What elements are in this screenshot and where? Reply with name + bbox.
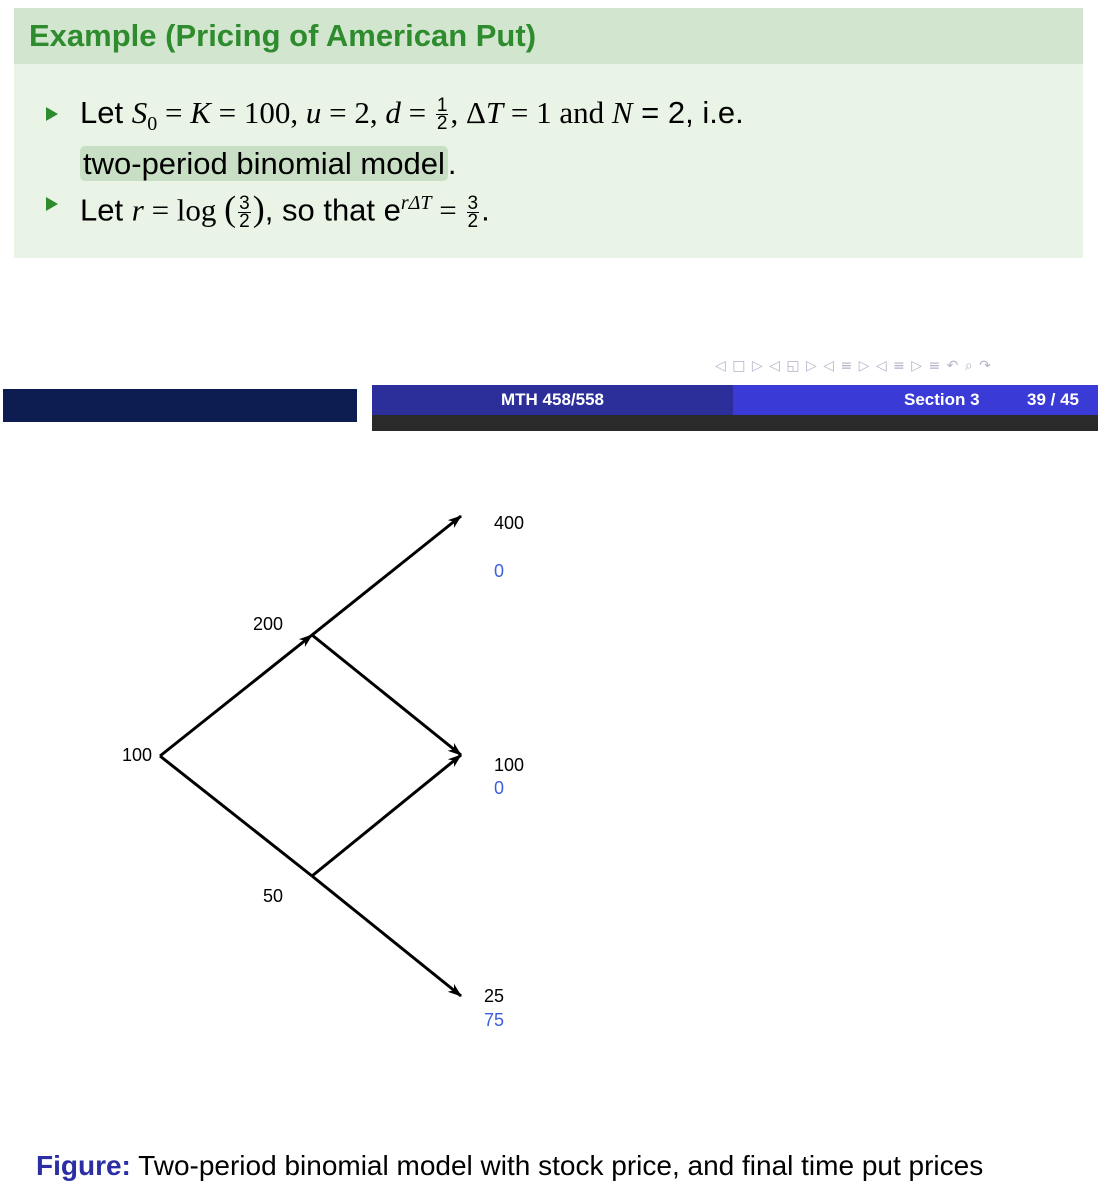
fraction: $\frac{3}{2}$ bbox=[467, 192, 479, 232]
fraction: $\frac{3}{2}$ bbox=[239, 192, 250, 232]
edge-root-down bbox=[160, 756, 312, 876]
footer-page-number: 39 / 45 bbox=[1027, 390, 1079, 409]
put-uu: 0 bbox=[494, 561, 505, 581]
bullet-2: Let r = log ( $\frac{3}{2}$ ), so that $e^{r\Delta T}$ = $\frac{3}{2}$ . bbox=[80, 188, 490, 232]
bullet-1: Let $S_0 = K = 100$, u = 2, d = $\frac{1}{2}$ , ΔT = 1 and N = 2, i.e. two-period binomial model. bbox=[80, 95, 744, 182]
edge-down-ud bbox=[312, 755, 461, 876]
node-down: 50 bbox=[263, 886, 284, 906]
caption-label: Figure: bbox=[36, 1150, 131, 1181]
footer-section: Section 3 bbox=[904, 390, 980, 409]
node-ud: 100 bbox=[494, 755, 525, 775]
edge-up-ud bbox=[312, 635, 461, 755]
fraction: $\frac{1}{2}$ bbox=[436, 95, 448, 135]
beamer-nav-icons[interactable]: ◁ □ ▷ ◁ ◱ ▷ ◁ ≡ ▷ ◁ ≡ ▷ ≡ ↶ ⌕ ↷ bbox=[715, 358, 992, 374]
block-title: Example (Pricing of American Put) bbox=[14, 8, 1083, 64]
figure-caption bbox=[36, 1150, 983, 1182]
edge-up-uu bbox=[312, 516, 461, 635]
put-dd: 75 bbox=[484, 1010, 505, 1030]
node-root: 100 bbox=[122, 745, 153, 765]
edge-down-dd bbox=[312, 876, 461, 996]
node-dd: 25 bbox=[484, 986, 505, 1006]
node-up: 200 bbox=[253, 614, 284, 634]
caption-text: Two-period binomial model with stock price, and final time put prices bbox=[130, 1150, 984, 1181]
edge-root-up bbox=[160, 635, 312, 756]
node-uu: 400 bbox=[494, 513, 525, 533]
highlighted-text: two-period binomial model bbox=[80, 146, 448, 181]
put-ud: 0 bbox=[494, 778, 505, 798]
footer-course: MTH 458/558 bbox=[372, 385, 733, 415]
